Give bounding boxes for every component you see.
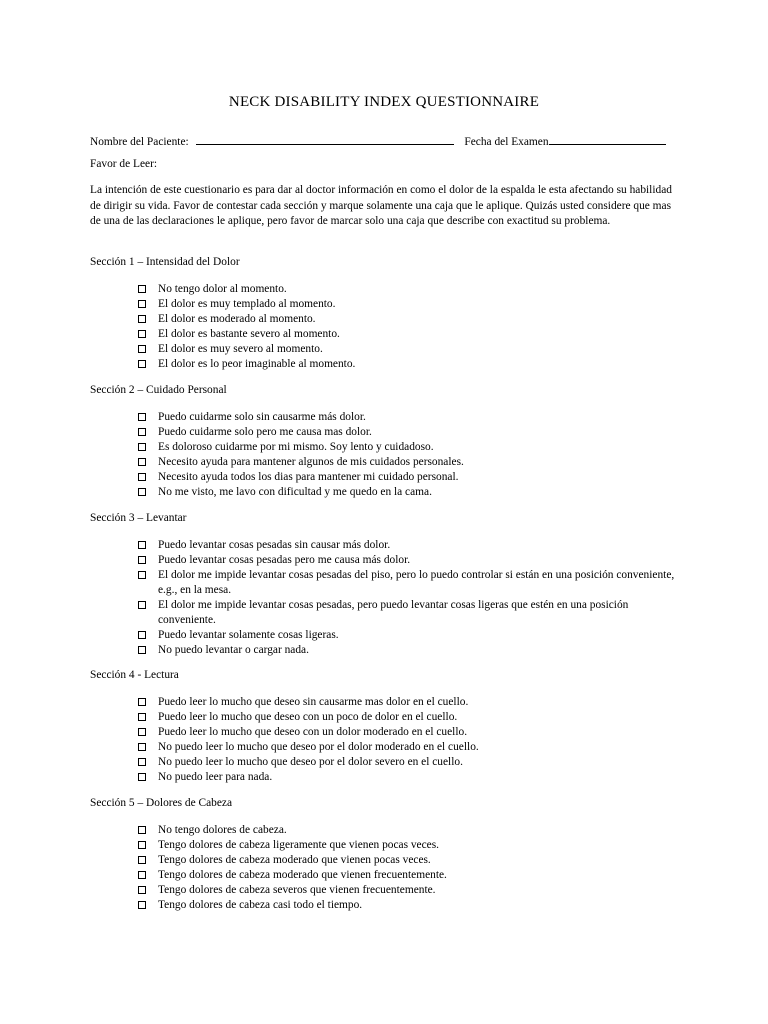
option-item bbox=[137, 868, 682, 883]
option-item bbox=[137, 425, 682, 440]
option-text: No puedo leer lo mucho que deseo por el dolor moderado en el cuello. bbox=[158, 741, 479, 753]
option-item bbox=[137, 598, 682, 628]
section-heading: Sección 4 - Lectura bbox=[90, 669, 179, 681]
page-title: NECK DISABILITY INDEX QUESTIONNAIRE bbox=[228, 94, 540, 110]
option-text: El dolor me impide levantar cosas pesadas, pero puedo levantar cosas ligeras que estén en una posición conveniente. bbox=[158, 599, 629, 626]
option-item bbox=[137, 725, 682, 740]
option-item bbox=[137, 538, 682, 553]
option-text: Puedo levantar cosas pesadas sin causar más dolor. bbox=[158, 539, 391, 551]
option-item bbox=[137, 342, 682, 357]
option-text: Puedo cuidarme solo sin causarme más dolor. bbox=[158, 411, 366, 423]
option-text: Necesito ayuda todos los dias para mantener mi cuidado personal. bbox=[158, 471, 459, 483]
section-options bbox=[137, 410, 682, 500]
section-heading: Sección 1 – Intensidad del Dolor bbox=[90, 256, 240, 268]
option-item bbox=[137, 755, 682, 770]
option-text: No puedo levantar o cargar nada. bbox=[158, 644, 309, 656]
section-heading: Sección 5 – Dolores de Cabeza bbox=[90, 797, 233, 809]
option-text: El dolor es muy templado al momento. bbox=[158, 298, 336, 310]
header-fields-row bbox=[90, 133, 666, 150]
option-item bbox=[137, 898, 682, 913]
patient-name-label: Nombre del Paciente: bbox=[90, 136, 189, 148]
checkbox[interactable] bbox=[138, 841, 146, 849]
option-item bbox=[137, 410, 682, 425]
checkbox[interactable] bbox=[138, 413, 146, 421]
option-item bbox=[137, 485, 682, 500]
exam-date-label: Fecha del Examen bbox=[464, 136, 549, 148]
option-text: Tengo dolores de cabeza moderado que vienen frecuentemente. bbox=[158, 869, 447, 881]
option-text: Es doloroso cuidarme por mi mismo. Soy lento y cuidadoso. bbox=[158, 441, 434, 453]
option-text: No tengo dolores de cabeza. bbox=[158, 824, 287, 836]
read-label: Favor de Leer: bbox=[90, 158, 158, 170]
option-item bbox=[137, 470, 682, 485]
option-text: No tengo dolor al momento. bbox=[158, 283, 287, 295]
checkbox[interactable] bbox=[138, 541, 146, 549]
checkbox[interactable] bbox=[138, 488, 146, 496]
option-item bbox=[137, 553, 682, 568]
patient-name-field[interactable] bbox=[196, 133, 454, 145]
checkbox[interactable] bbox=[138, 698, 146, 706]
checkbox[interactable] bbox=[138, 743, 146, 751]
checkbox[interactable] bbox=[138, 556, 146, 564]
checkbox[interactable] bbox=[138, 901, 146, 909]
option-item bbox=[137, 838, 682, 853]
checkbox[interactable] bbox=[138, 345, 146, 353]
option-text: Puedo cuidarme solo pero me causa mas dolor. bbox=[158, 426, 372, 438]
checkbox[interactable] bbox=[138, 300, 146, 308]
section-heading: Sección 2 – Cuidado Personal bbox=[90, 384, 227, 396]
checkbox[interactable] bbox=[138, 571, 146, 579]
section-heading: Sección 3 – Levantar bbox=[90, 512, 187, 524]
option-text: Puedo leer lo mucho que deseo sin causarme mas dolor en el cuello. bbox=[158, 696, 469, 708]
checkbox[interactable] bbox=[138, 713, 146, 721]
checkbox[interactable] bbox=[138, 856, 146, 864]
option-item bbox=[137, 695, 682, 710]
exam-date-field[interactable] bbox=[549, 133, 666, 145]
checkbox[interactable] bbox=[138, 428, 146, 436]
option-item bbox=[137, 282, 682, 297]
option-item bbox=[137, 823, 682, 838]
intro-paragraph: La intención de este cuestionario es para dar al doctor información en como el dolor de la espalda le esta afectando su habilidad de dirigir su vida. Favor de contestar cada sección y marque solamente una caja que le aplique. Quizás usted considere que mas de una de las declaraciones le aplique, pero favor de marcar solo una caja que describe con exactitud su problema. bbox=[90, 184, 672, 227]
checkbox[interactable] bbox=[138, 443, 146, 451]
section-options bbox=[137, 695, 682, 785]
checkbox[interactable] bbox=[138, 758, 146, 766]
checkbox[interactable] bbox=[138, 315, 146, 323]
checkbox[interactable] bbox=[138, 646, 146, 654]
option-item bbox=[137, 628, 682, 643]
option-text: Puedo leer lo mucho que deseo con un poco de dolor en el cuello. bbox=[158, 711, 458, 723]
option-text: Puedo levantar solamente cosas ligeras. bbox=[158, 629, 339, 641]
checkbox[interactable] bbox=[138, 871, 146, 879]
option-item bbox=[137, 327, 682, 342]
option-item bbox=[137, 740, 682, 755]
option-text: No me visto, me lavo con dificultad y me quedo en la cama. bbox=[158, 486, 432, 498]
option-item bbox=[137, 710, 682, 725]
checkbox[interactable] bbox=[138, 473, 146, 481]
option-text: El dolor es lo peor imaginable al momento. bbox=[158, 358, 356, 370]
option-text: Tengo dolores de cabeza casi todo el tiempo. bbox=[158, 899, 363, 911]
checkbox[interactable] bbox=[138, 330, 146, 338]
checkbox[interactable] bbox=[138, 285, 146, 293]
option-item bbox=[137, 297, 682, 312]
option-text: El dolor me impide levantar cosas pesadas del piso, pero lo puedo controlar si están en una posición conveniente, e.g., en la mesa. bbox=[158, 569, 675, 596]
option-text: No puedo leer lo mucho que deseo por el dolor severo en el cuello. bbox=[158, 756, 463, 768]
option-text: Tengo dolores de cabeza ligeramente que vienen pocas veces. bbox=[158, 839, 439, 851]
option-text: El dolor es moderado al momento. bbox=[158, 313, 316, 325]
option-text: Necesito ayuda para mantener algunos de mis cuidados personales. bbox=[158, 456, 464, 468]
checkbox[interactable] bbox=[138, 728, 146, 736]
option-item bbox=[137, 770, 682, 785]
checkbox[interactable] bbox=[138, 601, 146, 609]
option-item bbox=[137, 853, 682, 868]
option-item bbox=[137, 312, 682, 327]
option-text: Puedo levantar cosas pesadas pero me causa más dolor. bbox=[158, 554, 411, 566]
option-text: Tengo dolores de cabeza severos que vienen frecuentemente. bbox=[158, 884, 436, 896]
option-text: Puedo leer lo mucho que deseo con un dolor moderado en el cuello. bbox=[158, 726, 468, 738]
option-item bbox=[137, 643, 682, 658]
section-options bbox=[137, 823, 682, 913]
checkbox[interactable] bbox=[138, 360, 146, 368]
checkbox[interactable] bbox=[138, 631, 146, 639]
section-options bbox=[137, 282, 682, 372]
checkbox[interactable] bbox=[138, 826, 146, 834]
option-text: El dolor es bastante severo al momento. bbox=[158, 328, 340, 340]
option-item bbox=[137, 440, 682, 455]
option-item bbox=[137, 357, 682, 372]
option-text: El dolor es muy severo al momento. bbox=[158, 343, 323, 355]
checkbox[interactable] bbox=[138, 773, 146, 781]
option-item bbox=[137, 883, 682, 898]
checkbox[interactable] bbox=[138, 886, 146, 894]
option-item bbox=[137, 568, 682, 598]
option-item bbox=[137, 455, 682, 470]
section-options bbox=[137, 538, 682, 658]
option-text: No puedo leer para nada. bbox=[158, 771, 273, 783]
option-text: Tengo dolores de cabeza moderado que vienen pocas veces. bbox=[158, 854, 431, 866]
checkbox[interactable] bbox=[138, 458, 146, 466]
